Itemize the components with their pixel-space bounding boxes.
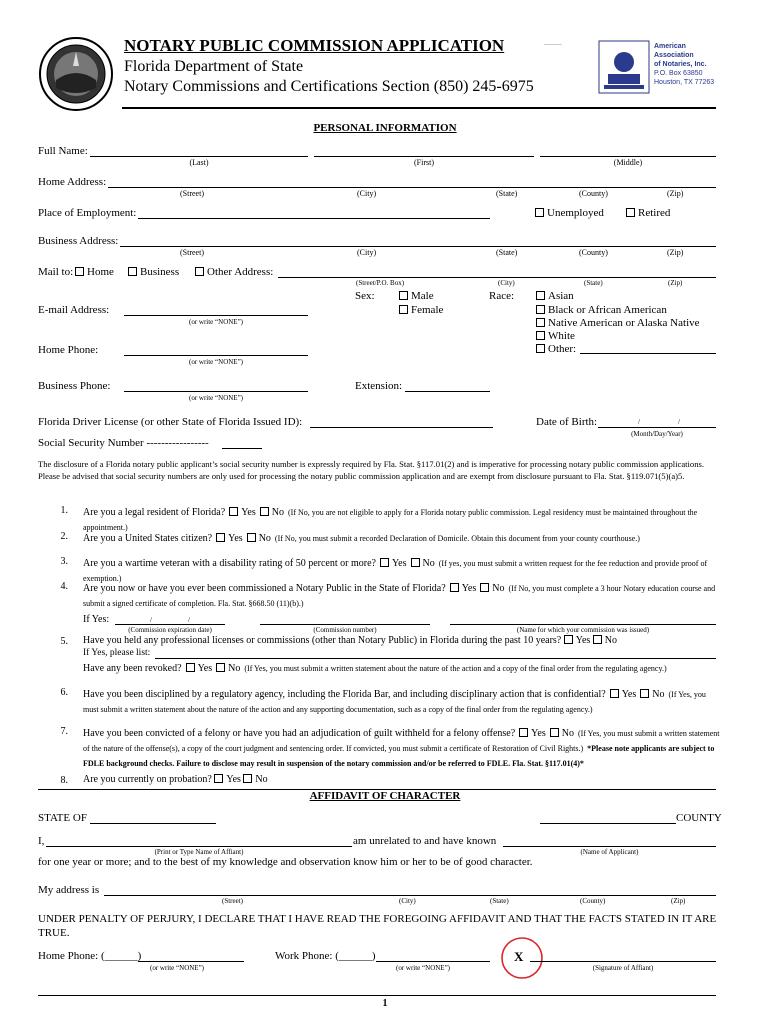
mail-other-checkbox[interactable]: Other Address: <box>195 266 273 278</box>
ssn-disclosure: The disclosure of a Florida notary public applicant’s social security number is expressly required by Fla. Stat. §117.01(2) and is imperative for processing notary public commission applications. Please be advised that social security numbers are only used for processing the notary public commission application and are exempt from disclosure pursuant to Fla. Stat. §119.071(5)(a)5. <box>38 459 705 481</box>
question-1: Are you a legal resident of Florida? Yes No (If No, you are not eligible to apply for a Florida notary public commission. Legal residency must be maintained throughout the appointment.) <box>83 507 698 532</box>
signature-x-mark: X <box>514 949 524 964</box>
extension-label: Extension: <box>355 380 403 392</box>
sex-label: Sex: <box>355 290 375 302</box>
sub-label: (County) <box>579 248 608 257</box>
ssn-field[interactable] <box>222 448 262 449</box>
q8-no-checkbox[interactable] <box>243 774 252 783</box>
employment-label: Place of Employment: <box>38 207 137 219</box>
race-black-checkbox[interactable]: Black or African American <box>536 304 667 316</box>
driver-license-field[interactable] <box>310 427 493 428</box>
driver-license-label: Florida Driver License (or other State of Florida Issued ID): <box>38 416 303 428</box>
penalty-statement: UNDER PENALTY OF PERJURY, I DECLARE THAT I HAVE READ THE FOREGOING AFFIDAVIT AND THAT THE FACTS STATED IN IT ARE TRUE. <box>38 913 717 939</box>
home-phone-label: Home Phone: <box>38 344 99 356</box>
question-7: Have you been convicted of a felony or have you had an adjudication of guilt withheld for a felony offense? Yes No (If Yes, you must submit a written statement of the nature of the offense(s), a copy of the court judgment and sentencing order. If convicted, you must submit a certificate of Restoration of Civil Rights.) *Please note applicants are subject to FDLE background checks. Failure to disclose may result in suspension of the notary commission and/or be referred to FDLE. Fla. Stat. §117.01(4)* <box>83 728 720 768</box>
date-slash: / <box>150 616 152 624</box>
ssn-label: Social Security Number ----------------- <box>38 437 209 449</box>
sub-label: (or write “NONE”) <box>188 358 244 366</box>
sub-label: (State) <box>496 248 518 257</box>
sub-label: (City) <box>357 248 377 257</box>
sub-label: (State) <box>584 279 603 287</box>
question-number: 8. <box>60 775 68 786</box>
commission-name-field[interactable] <box>450 624 716 625</box>
sub-label: (County) <box>579 189 608 198</box>
q5-no-checkbox[interactable] <box>593 635 602 644</box>
header-rule <box>122 107 716 109</box>
home-address-field[interactable] <box>108 187 716 188</box>
affiant-name-field[interactable] <box>46 846 352 847</box>
sub-label: (or write “NONE”) <box>188 318 244 326</box>
sub-label: (Street) <box>222 897 243 905</box>
affiant-home-phone-label: Home Phone: (______) <box>38 950 142 962</box>
footer-rule <box>38 995 716 996</box>
race-native-checkbox[interactable]: Native American or Alaska Native <box>536 317 700 329</box>
business-phone-field[interactable] <box>124 391 308 392</box>
retired-checkbox[interactable]: Retired <box>626 207 670 219</box>
race-other-checkbox[interactable]: Other: <box>536 343 576 355</box>
q7-yes-checkbox[interactable] <box>519 728 528 737</box>
mail-to-label: Mail to: <box>38 266 74 278</box>
sub-label: (Street) <box>180 189 204 198</box>
notary-logo-icon <box>598 40 650 94</box>
question-number: 3. <box>60 556 68 567</box>
revoked-yes-checkbox[interactable] <box>186 663 195 672</box>
affiant-home-phone-field[interactable] <box>138 961 244 962</box>
q1-no-checkbox[interactable] <box>260 507 269 516</box>
commission-expiration-field[interactable] <box>115 624 225 625</box>
sub-label: (Last) <box>189 158 209 167</box>
dob-slash: / <box>638 418 640 426</box>
mail-home-checkbox[interactable]: Home <box>75 266 114 278</box>
if-yes-label: If Yes: <box>83 614 110 625</box>
affidavit-heading: AFFIDAVIT OF CHARACTER <box>309 790 461 802</box>
question-8: Are you currently on probation? Yes No <box>83 774 268 785</box>
logo-tagline: ⎯⎯⎯⎯⎯⎯ <box>544 42 563 48</box>
dob-label: Date of Birth: <box>536 416 598 428</box>
question-3: Are you a wartime veteran with a disability rating of 50 percent or more? Yes No (If yes, you must submit a written request for the fee reduction and provide proof of exemption.) <box>83 558 708 583</box>
sub-label: (Commission expiration date) <box>128 626 212 634</box>
commission-number-field[interactable] <box>260 624 430 625</box>
question-2: Are you a United States citizen? Yes No (If No, you must submit a recorded Declaration of Domicile. Obtain this document from your county courthouse.) <box>83 533 640 544</box>
mail-business-checkbox[interactable]: Business <box>128 266 179 278</box>
sub-label: (Month/Day/Year) <box>631 430 683 438</box>
q8-yes-checkbox[interactable] <box>214 774 223 783</box>
affiant-work-phone-label: Work Phone: (______) <box>275 950 376 962</box>
sub-label: (Street) <box>180 248 204 257</box>
question-number: 2. <box>60 531 68 542</box>
page-number: 1 <box>382 998 388 1009</box>
question-5: Have you held any professional licenses or commissions (other than Notary Public) in Florida during the past 10 years? Yes No <box>83 635 618 646</box>
state-seal-icon <box>38 36 114 112</box>
date-slash: / <box>188 616 190 624</box>
sub-label: (City) <box>498 279 515 287</box>
q6-no-checkbox[interactable] <box>640 689 649 698</box>
q6-yes-checkbox[interactable] <box>610 689 619 698</box>
extension-field[interactable] <box>405 391 490 392</box>
email-label: E-mail Address: <box>38 304 110 316</box>
home-phone-field[interactable] <box>124 355 308 356</box>
sub-label: (Street/P.O. Box) <box>356 279 405 287</box>
applicant-name-field[interactable] <box>503 846 716 847</box>
question-number: 7. <box>60 726 68 737</box>
good-character-text: for one year or more; and to the best of my knowledge and observation know him or her to be of good character. <box>38 856 533 868</box>
q5-revoked: Have any been revoked? Yes No (If Yes, you must submit a written statement about the nature of the action and a copy of the final order from the regulating agency.) <box>83 663 667 674</box>
sub-label: (State) <box>490 897 509 905</box>
sub-label: (Print or Type Name of Affiant) <box>154 848 244 856</box>
question-number: 4. <box>60 581 68 592</box>
q1-yes-checkbox[interactable] <box>229 507 238 516</box>
race-asian-checkbox[interactable]: Asian <box>536 290 574 302</box>
sub-label: (Name of Applicant) <box>580 848 639 856</box>
sub-label: (or write “NONE”) <box>188 394 244 402</box>
signature-field[interactable] <box>530 961 716 962</box>
q4-no-checkbox[interactable] <box>480 583 489 592</box>
business-address-label: Business Address: <box>38 235 119 247</box>
unrelated-text: am unrelated to and have known <box>353 835 497 847</box>
home-address-label: Home Address: <box>38 176 107 188</box>
revoked-no-checkbox[interactable] <box>216 663 225 672</box>
state-of-label: STATE OF <box>38 812 87 824</box>
form-title: NOTARY PUBLIC COMMISSION APPLICATION <box>124 36 505 55</box>
sub-label: (or write “NONE”) <box>149 964 205 972</box>
sub-label: (State) <box>496 189 518 198</box>
state-of-field[interactable] <box>90 823 216 824</box>
question-number: 6. <box>60 687 68 698</box>
question-4: Are you now or have you ever been commissioned a Notary Public in the State of Florida? Yes No (If No, you must complete a 3 hour Notary education course and submit a signed certificate of completion. Fla. Stat. §668.50 (11)(b).) <box>83 583 716 608</box>
question-number: 5. <box>60 636 68 647</box>
sub-label: (Middle) <box>613 158 643 167</box>
question-6: Have you been disciplined by a regulatory agency, including the Florida Bar, and including disciplinary action that is confidential? Yes No (If Yes, you must submit a written statement about the nature of the action and any supporting documentation, such as a copy of the final order from the regulating agency.) <box>83 689 706 714</box>
section-name: Notary Commissions and Certifications Section (850) 245-6975 <box>124 78 534 95</box>
dob-slash: / <box>678 418 680 426</box>
my-address-label: My address is <box>38 884 100 896</box>
sub-label: (Name for which your commission was issued) <box>516 626 650 634</box>
q5-yes-checkbox[interactable] <box>564 635 573 644</box>
sub-label: (Commission number) <box>313 626 377 634</box>
sub-label: (City) <box>399 897 416 905</box>
logo-text: American Association of Notaries, Inc. P.O. Box 63850 Houston, TX 77263 <box>654 43 715 86</box>
sub-label: (City) <box>357 189 377 198</box>
sub-label: (County) <box>580 897 606 905</box>
sub-label: (First) <box>414 158 434 167</box>
full-name-label: Full Name: <box>38 145 88 157</box>
employment-field[interactable] <box>138 218 490 219</box>
unemployed-checkbox[interactable]: Unemployed <box>535 207 604 219</box>
female-checkbox[interactable]: Female <box>399 304 443 316</box>
affiant-work-phone-field[interactable] <box>376 961 490 962</box>
business-phone-label: Business Phone: <box>38 380 111 392</box>
personal-info-heading: PERSONAL INFORMATION <box>313 122 457 134</box>
last-name-field[interactable] <box>90 156 308 157</box>
race-white-checkbox[interactable]: White <box>536 330 575 342</box>
county-label: COUNTY <box>676 812 722 824</box>
first-name-field[interactable] <box>314 156 534 157</box>
q3-no-checkbox[interactable] <box>411 558 420 567</box>
q2-no-checkbox[interactable] <box>247 533 256 542</box>
q7-no-checkbox[interactable] <box>550 728 559 737</box>
q4-yes-checkbox[interactable] <box>450 583 459 592</box>
email-field[interactable] <box>124 315 308 316</box>
sub-label: (Zip) <box>667 189 684 198</box>
q2-yes-checkbox[interactable] <box>216 533 225 542</box>
i-label: I, <box>38 835 45 847</box>
affiant-address-field[interactable] <box>104 895 716 896</box>
race-label: Race: <box>489 290 515 302</box>
q3-yes-checkbox[interactable] <box>380 558 389 567</box>
question-number: 1. <box>60 505 68 516</box>
dob-field[interactable] <box>598 427 716 428</box>
business-address-field[interactable] <box>120 246 716 247</box>
male-checkbox[interactable]: Male <box>399 290 434 302</box>
county-field[interactable] <box>540 823 676 824</box>
sub-label: (Signature of Affiant) <box>592 964 654 972</box>
sub-label: (Zip) <box>668 279 683 287</box>
sub-label: (Zip) <box>671 897 686 905</box>
race-other-field[interactable] <box>580 353 716 354</box>
sub-label: (Zip) <box>667 248 684 257</box>
department-name: Florida Department of State <box>124 58 304 75</box>
other-address-field[interactable] <box>278 277 716 278</box>
q5-list-label: If Yes, please list: <box>83 648 151 658</box>
sub-label: (or write “NONE”) <box>395 964 451 972</box>
middle-name-field[interactable] <box>540 156 716 157</box>
